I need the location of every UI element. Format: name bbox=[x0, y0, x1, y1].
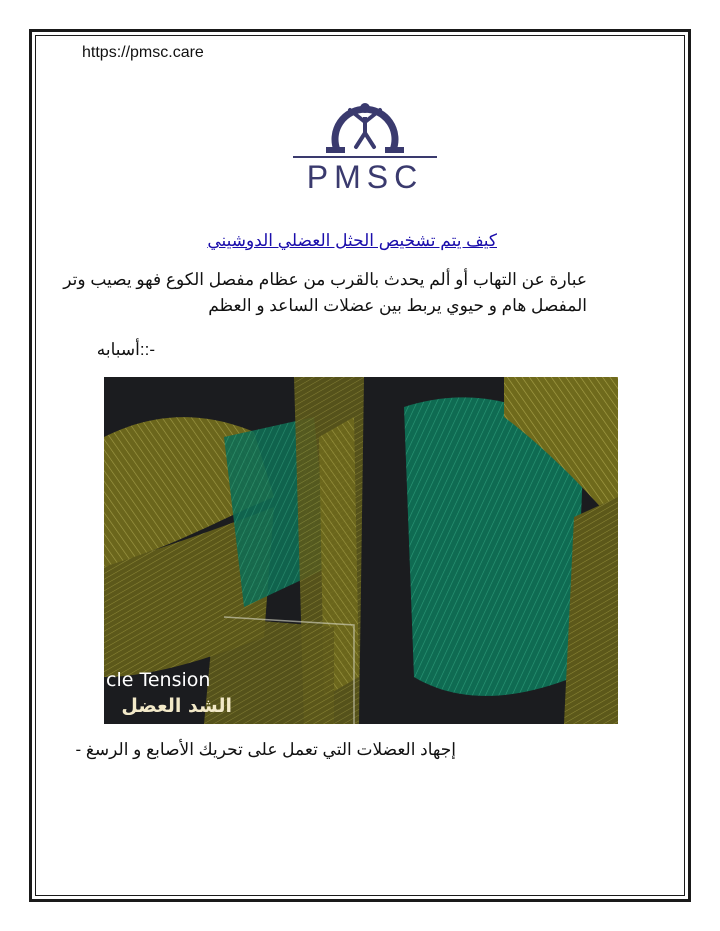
pmsc-logo bbox=[290, 95, 440, 193]
muscle-tension-image bbox=[104, 377, 618, 724]
cause-bullet-item: إجهاد العضلات التي تعمل على تحريك الأصابع و الرسغ - bbox=[75, 740, 456, 759]
logo-wordmark: PMSC bbox=[306, 159, 424, 193]
intro-paragraph: عبارة عن التهاب أو ألم يحدث بالقرب من عظام مفصل الكوع فهو يصيب وتر المفصل هام و حيوي يربط بين عضلات الساعد و العظم bbox=[63, 270, 587, 315]
caption-english: cle Tension bbox=[106, 669, 211, 691]
caption-arabic: الشد العضل bbox=[121, 695, 232, 717]
person-in-circle-icon bbox=[290, 95, 440, 193]
source-url[interactable]: https://pmsc.care bbox=[82, 44, 204, 61]
article-title-link[interactable]: كيف يتم تشخيص الحثل العضلي الدوشيني bbox=[207, 231, 497, 250]
causes-heading: -::أسبابه bbox=[96, 340, 155, 359]
